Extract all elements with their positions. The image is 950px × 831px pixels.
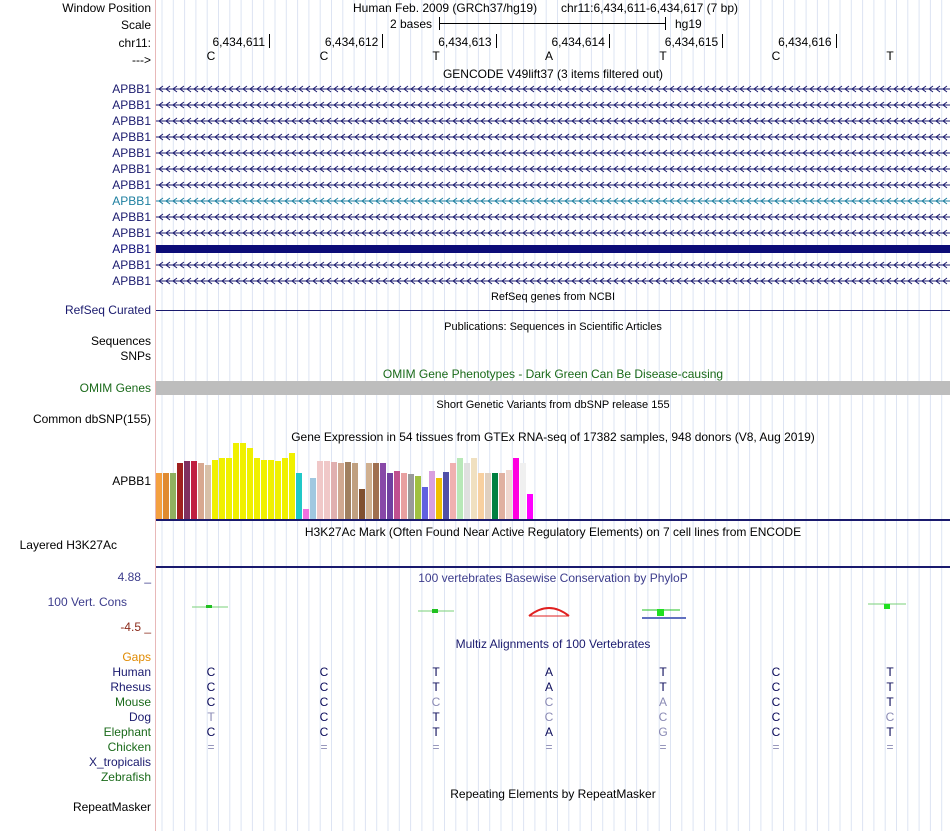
gene-model[interactable] [156,274,950,288]
window-position-label: Window Position [62,1,151,15]
gtex-tissue-bar[interactable] [156,473,162,519]
alignment-base: T [659,665,667,679]
gtex-tissue-bar[interactable] [394,471,400,519]
phylop-signal-1 [192,605,228,608]
alignment-base: = [545,740,553,754]
gtex-tissue-bar[interactable] [520,463,526,519]
gene-label[interactable]: APBB1 [112,162,151,176]
gtex-track-title: Gene Expression in 54 tissues from GTEx RNA-seq of 17382 samples, 948 donors (V8, Aug 2019) [291,430,815,444]
h3k27ac-track-label[interactable]: Layered H3K27Ac [19,538,117,552]
window-position-value: chr11:6,434,611-6,434,617 (7 bp) [561,1,739,15]
dna-base: A [544,49,553,63]
dna-base: T [432,49,440,63]
coordinate-tick [609,34,610,48]
gene-model[interactable] [156,130,950,144]
species-label[interactable]: Zebrafish [100,770,151,784]
alignment-base: C [206,680,216,694]
gtex-tissue-bar[interactable] [380,463,386,519]
assembly-title: Human Feb. 2009 (GRCh37/hg19) [353,1,538,15]
gene-model[interactable] [156,210,950,224]
scale-bar-right-tick [665,17,666,30]
gtex-tissue-bar[interactable] [415,476,421,519]
gtex-tissue-bar[interactable] [163,473,169,519]
scale-bar [439,23,666,24]
gtex-tissue-bar[interactable] [282,458,288,519]
coordinate-label: 6,434,613 [438,35,492,49]
gtex-tissue-bar[interactable] [226,458,232,519]
alignment-base: = [207,740,215,754]
snps-track-label[interactable]: SNPs [120,349,151,363]
gtex-tissue-bar[interactable] [429,471,435,519]
alignment-base: C [319,665,329,679]
alignment-base: T [432,665,440,679]
gtex-tissue-bar[interactable] [331,462,337,519]
species-label[interactable]: Human [112,665,151,679]
gtex-tissue-bar[interactable] [464,463,470,519]
alignment-base: C [771,725,781,739]
phylop-min-label: -4.5 _ [120,620,151,634]
gaps-label: Gaps [122,650,151,664]
gtex-tissue-bar[interactable] [240,443,246,519]
alignment-base: C [771,680,781,694]
track-image-area[interactable] [156,0,950,831]
gene-model[interactable] [156,242,950,256]
strand-arrow-label: ---> [132,53,151,67]
phylop-signal-7 [868,604,906,609]
gtex-tissue-bar[interactable] [191,461,197,519]
alignment-base: T [432,725,440,739]
scale-db-label: hg19 [675,17,702,31]
coordinate-label: 6,434,616 [778,35,832,49]
alignment-base: C [771,695,781,709]
gene-label[interactable]: APBB1 [112,130,151,144]
alignment-base: C [885,710,895,724]
alignment-base: C [206,725,216,739]
gene-label[interactable]: APBB1 [112,82,151,96]
gtex-tissue-bar[interactable] [373,463,379,519]
gene-label[interactable]: APBB1 [112,258,151,272]
gtex-tissue-bar[interactable] [303,509,309,519]
species-label[interactable]: Mouse [114,695,151,709]
phylop-signal-5 [642,609,686,618]
gtex-tissue-bar[interactable] [338,463,344,519]
species-label[interactable]: Rhesus [110,680,151,694]
alignment-base: C [771,665,781,679]
alignment-base: T [886,695,894,709]
gtex-tissue-bar[interactable] [219,458,225,519]
alignment-base: C [658,710,668,724]
alignment-base: = [320,740,328,754]
alignment-base: C [319,680,329,694]
coordinate-tick [382,34,383,48]
gtex-tissue-bar[interactable] [387,473,393,519]
gtex-tissue-bar[interactable] [254,458,260,519]
alignment-base: T [432,680,440,694]
repeatmasker-track-label[interactable]: RepeatMasker [72,800,151,814]
alignment-base: C [206,695,216,709]
alignment-base: C [319,695,329,709]
h3k27ac-track-divider [156,566,950,568]
gene-model[interactable] [156,226,950,240]
gtex-tissue-bar[interactable] [401,473,407,519]
phylop-track-title: 100 vertebrates Basewise Conservation by PhyloP [418,571,688,585]
gtex-tissue-bar[interactable] [422,487,428,519]
dbsnp-track-title: Short Genetic Variants from dbSNP release 155 [436,399,670,411]
alignment-base: T [886,665,894,679]
dna-base: T [659,49,667,63]
gencode-track-title: GENCODE V49lift37 (3 items filtered out) [442,67,664,81]
dna-base: C [206,49,216,63]
gtex-track-divider [156,519,950,521]
gene-label[interactable]: APBB1 [112,178,151,192]
gtex-tissue-bar[interactable] [212,460,218,519]
gtex-tissue-bar[interactable] [436,478,442,519]
sequences-track-label[interactable]: Sequences [90,334,151,348]
coordinate-tick [269,34,270,48]
gtex-tissue-bar[interactable] [275,461,281,519]
alignment-base: T [432,710,440,724]
gene-model[interactable] [156,98,950,112]
gene-model[interactable] [156,82,950,96]
h3k27ac-track-title: H3K27Ac Mark (Often Found Near Active Regulatory Elements) on 7 cell lines from ENCODE [304,525,802,539]
alignment-base: = [772,740,780,754]
omim-track-title: OMIM Gene Phenotypes - Dark Green Can Be Disease-causing [382,367,724,381]
refseq-track-label[interactable]: RefSeq Curated [64,303,151,317]
gene-label[interactable]: APBB1 [112,114,151,128]
omim-track-label[interactable]: OMIM Genes [79,381,151,395]
alignment-base: = [432,740,440,754]
gtex-tissue-bar[interactable] [408,474,414,519]
gtex-tissue-bar[interactable] [233,443,239,519]
alignment-base: T [207,710,215,724]
publications-track-title: Publications: Sequences in Scientific Articles [444,321,662,333]
gtex-tissue-bar[interactable] [471,458,477,519]
gene-label[interactable]: APBB1 [112,98,151,112]
gtex-tissue-bar[interactable] [296,473,302,519]
gtex-tissue-bar[interactable] [457,458,463,519]
phylop-track-label[interactable]: 100 Vert. Cons [47,595,127,609]
alignment-base: C [206,665,216,679]
gene-label[interactable]: APBB1 [112,146,151,160]
alignment-base: C [319,725,329,739]
gtex-tissue-bar[interactable] [170,473,176,519]
species-label[interactable]: X_tropicalis [88,755,151,769]
gene-model[interactable] [156,146,950,160]
alignment-base: C [544,695,554,709]
alignment-base: A [544,665,553,679]
dna-base: T [886,49,894,63]
gtex-tissue-bar[interactable] [198,463,204,519]
gtex-expression-bars[interactable] [156,443,534,519]
gtex-tissue-bar[interactable] [352,463,358,519]
alignment-base: A [658,695,667,709]
alignment-base: T [659,680,667,694]
multiz-track-title: Multiz Alignments of 100 Vertebrates [455,637,651,651]
dbsnp-track-label[interactable]: Common dbSNP(155) [32,412,151,426]
gtex-tissue-bar[interactable] [184,461,190,519]
gtex-tissue-bar[interactable] [289,453,295,519]
alignment-base: = [886,740,894,754]
species-label[interactable]: Elephant [103,725,151,739]
gtex-tissue-bar[interactable] [450,463,456,519]
gtex-tissue-bar[interactable] [366,463,372,519]
gene-model[interactable] [156,162,950,176]
gtex-tissue-bar[interactable] [506,470,512,519]
gene-label[interactable]: APBB1 [112,226,151,240]
gtex-tissue-bar[interactable] [492,473,498,519]
phylop-signal-3 [418,609,454,613]
track-labels-column [0,0,156,831]
gtex-tissue-bar[interactable] [261,460,267,519]
coordinate-label: 6,434,611 [212,35,265,49]
coordinate-label: 6,434,612 [324,35,379,49]
gtex-tissue-bar[interactable] [527,494,533,519]
alignment-base: C [544,710,554,724]
scale-bar-label: 2 bases [390,17,433,31]
gtex-tissue-bar[interactable] [177,463,183,519]
gtex-tissue-bar[interactable] [247,448,253,519]
gene-model[interactable] [156,194,950,208]
dna-base: C [319,49,329,63]
refseq-track-title: RefSeq genes from NCBI [490,291,616,303]
gtex-tissue-bar[interactable] [310,478,316,519]
gene-label[interactable]: APBB1 [112,210,151,224]
scale-bar-left-tick [439,17,440,30]
gtex-tissue-bar[interactable] [359,489,365,519]
coordinate-label: 6,434,615 [664,35,719,49]
gene-label[interactable]: APBB1 [112,274,151,288]
omim-gene-bar[interactable] [156,381,950,395]
refseq-gene-line[interactable] [156,310,950,311]
gene-model[interactable] [156,178,950,192]
gtex-tissue-bar[interactable] [478,473,484,519]
gtex-tissue-bar[interactable] [443,472,449,519]
gene-label[interactable]: APBB1 [112,242,151,256]
coordinate-tick [496,34,497,48]
coordinate-tick [722,34,723,48]
alignment-base: G [658,725,668,739]
gene-model[interactable] [156,114,950,128]
repeatmasker-track-title: Repeating Elements by RepeatMasker [450,787,656,801]
phylop-signal-4 [529,608,569,616]
alignment-base: C [771,710,781,724]
species-label[interactable]: Chicken [107,740,151,754]
species-label[interactable]: Dog [128,710,151,724]
chrom-label: chr11: [118,36,151,50]
alignment-base: C [431,695,441,709]
gtex-gene-label[interactable]: APBB1 [112,474,151,488]
coordinate-tick [836,34,837,48]
gtex-tissue-bar[interactable] [317,461,323,519]
dna-base: C [771,49,781,63]
gtex-tissue-bar[interactable] [485,473,491,519]
gtex-tissue-bar[interactable] [205,465,211,519]
gtex-tissue-bar[interactable] [513,458,519,519]
gene-label[interactable]: APBB1 [112,194,151,208]
alignment-base: A [544,680,553,694]
gtex-tissue-bar[interactable] [268,460,274,519]
alignment-base: T [886,725,894,739]
alignment-base: = [659,740,667,754]
phylop-plot[interactable] [156,590,950,630]
scale-label: Scale [120,18,151,32]
coordinate-label: 6,434,614 [551,35,605,49]
phylop-max-label: 4.88 _ [117,570,151,584]
gtex-tissue-bar[interactable] [345,462,351,519]
gene-model[interactable] [156,258,950,272]
alignment-base: C [319,710,329,724]
alignment-base: A [544,725,553,739]
gtex-tissue-bar[interactable] [499,473,505,519]
alignment-base: T [886,680,894,694]
gtex-tissue-bar[interactable] [324,461,330,519]
